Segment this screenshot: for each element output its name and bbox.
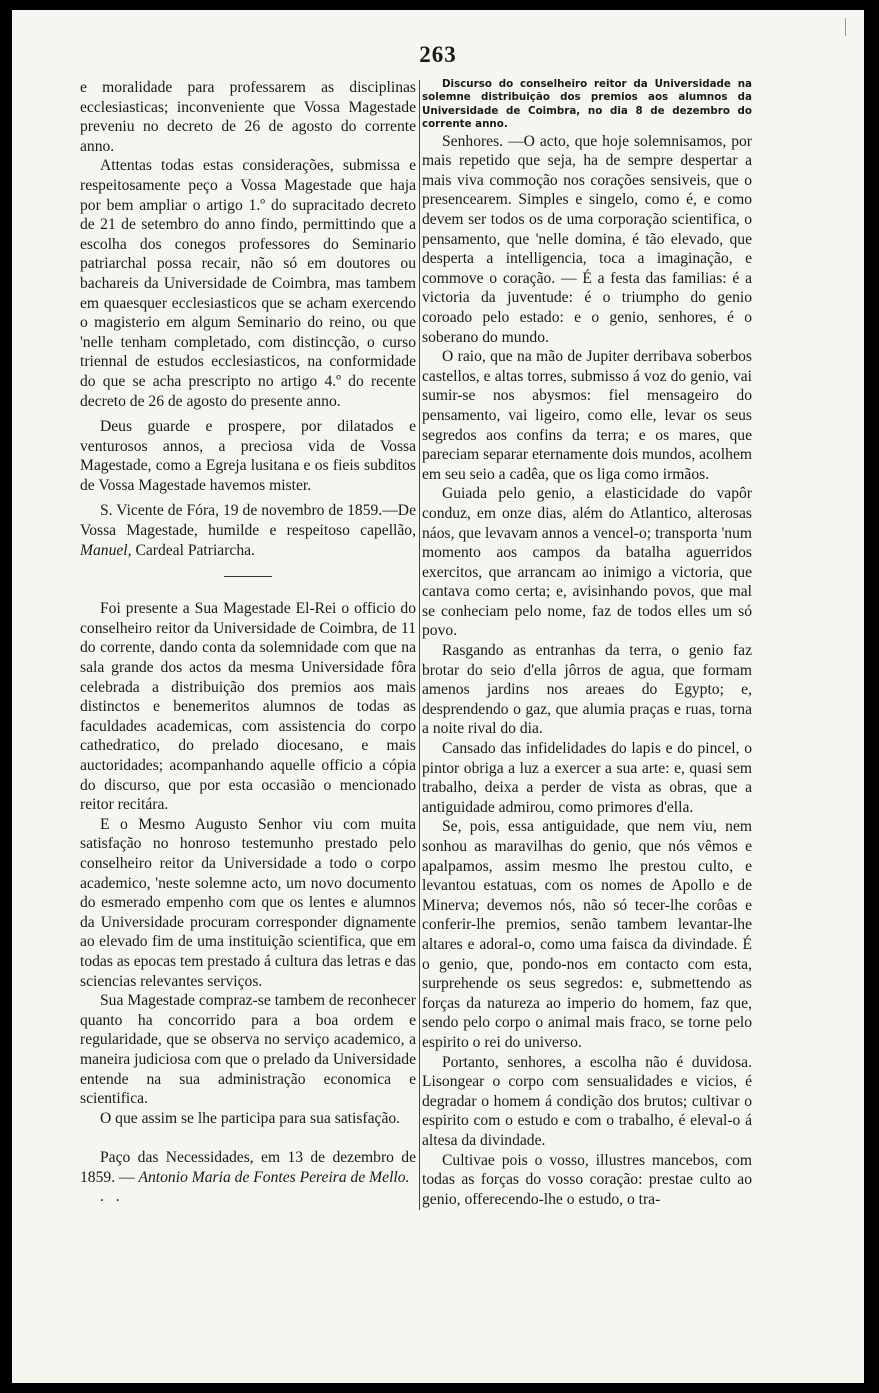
speech-paragraph: Portanto, senhores, a escolha não é duvidosa. Lisongear o corpo com sensualidades e vicios, é degradar o homem á condição dos brutos; cultivar o espirito com o estudo e com o trabalho, é eleval-o á altesa da divindade.: [422, 1053, 752, 1149]
page-number: 263: [419, 42, 457, 67]
portaria-paragraph: O que assim se lhe participa para sua satisfação.: [100, 1109, 401, 1127]
decree-paragraph: e moralidade para professarem as disciplinas ecclesiasticas; inconveniente que Vossa Magestade preveniu no decreto de 26 de agosto do corrente anno.: [80, 79, 416, 155]
ellipsis-mark: . .: [100, 1188, 124, 1206]
speech-heading: Discurso do conselheiro reitor da Universidade na solemne distribuição dos premios aos alumnos da Universidade de Coimbra, no dia 8 de dezembro do corrente anno.: [422, 78, 752, 131]
decree-paragraph: Deus guarde e prospere, por dilatados e venturosos annos, a preciosa vida de Vossa Magestade, como a Egreja lusitana e os fieis subditos de Vossa Magestade havemos mister.: [80, 418, 416, 494]
portaria-closing: [80, 1148, 416, 1187]
decree-paragraph: Attentas todas estas considerações, submissa e respeitosamente peço a Vossa Magestade que haja por bem ampliar o artigo 1.º do supracitado decreto de 21 de setembro do anno findo, permittindo que a escolha dos conegos professores do Seminario patriarchal possa recair, não só em doutores ou bachareis da Universidade de Coimbra, mas tambem em quaesquer ecclesiasticos que se acham exercendo o magisterio em algum Seminario do reino, ou que 'nelle tenham completado, com distincção, o curso triennal de estudos ecclesiasticos, na conformidade do que se acha prescripto no artigo 4.º do recente decreto de 26 de agosto do presente anno.: [80, 157, 416, 410]
right-column: [422, 78, 752, 1209]
signature-name: Manuel,: [80, 541, 132, 559]
closing-text: Paço das Necessidades, em 13 de dezembro de 1859. —: [80, 1149, 416, 1186]
left-column: [80, 78, 416, 1207]
speech-paragraph: Rasgando as entranhas da terra, o genio faz brotar do seio d'ella jôrros de agua, que formam amenos jardins nos areaes do Egypto; e, desprendendo o gaz, que alumia praças e ruas, torna a noite rival do dia.: [422, 642, 752, 738]
speech-paragraph: Se, pois, essa antiguidade, que nem viu, nem sonhou as maravilhas do genio, que nós vêmos e apalpamos, assim mesmo lhe prestou culto, e levantou estatuas, com os nomes de Apollo e de Minerva; devemos nós, não só tecer-lhe corôas e conferir-lhe premios, senão tambem levantar-lhe altares e adoral-o, como uma faisca da divindade. É o genio, que, pondo-nos em contacto com esta, surprehende os seus segredos: e, submettendo as forças da natureza ao imperio do homem, faz que, sendo pelo corpo o animal mais fraco, se torne pelo espirito o rei do universo.: [422, 818, 752, 1051]
speech-paragraph: Cultivae pois o vosso, illustres mancebos, com todas as forças do vosso coração: prestae culto ao genio, offerecendo-lhe o estudo, o tra-: [422, 1151, 752, 1208]
portaria-paragraph: Sua Magestade compraz-se tambem de reconhecer quanto ha concorrido para a boa ordem e regularidade, que se observa no serviço academico, a maneira judiciosa com que o prelado da Universidade entende na sua administração economica e scientifica.: [80, 992, 416, 1108]
page-edge-mark: [845, 18, 846, 36]
speech-paragraph: O raio, que na mão de Jupiter derribava soberbos castellos, e altas torres, submisso á voz do genio, vai sumir-se nos abysmos: fiel mensageiro do pensamento, vai ligeiro, como elle, levar os seus segredos aos confins da terra; e os mares, que pareciam separar eternamente dois mundos, acolhem em seu seio a cadêa, que os liga como irmãos.: [422, 348, 752, 483]
portaria-paragraph: Foi presente a Sua Magestade El-Rei o officio do conselheiro reitor da Universidade de Coimbra, de 11 do corrente, dando conta da solemnidade com que na sala grande dos actos da mesma Universidade fôra celebrada a distribuição dos premios aos mais distinctos e benemeritos alumnos de todas as faculdades academicas, com assistencia do corpo cathedratico, do prelado diocesano, e mais auctoridades; acompanhando aquelle officio a cópia do discurso, que por esta occasião o mencionado reitor recitára.: [80, 600, 416, 814]
closing-name: Antonio Maria de Fontes Pereira de Mello.: [138, 1168, 410, 1186]
portaria-paragraph: E o Mesmo Augusto Senhor viu com muita satisfação no honroso testemunho prestado pelo conselheiro reitor da Universidade a todo o corpo academico, 'neste solemne acto, um novo documento do esmerado empenho com que os lentes e alumnos da Universidade procuram corresponder dignamente ao elevado fim de uma instituição scientifica, que em todas as epocas tem prestado á cultura das letras e das sciencias relevantes serviços.: [80, 815, 417, 990]
column-rule: [419, 80, 420, 1210]
decree-signature: [80, 501, 416, 560]
signature-text: S. Vicente de Fóra, 19 de novembro de 1859.—De Vossa Magestade, humilde e respeitoso capellão,: [80, 502, 416, 540]
speech-paragraph: Cansado das infidelidades do lapis e do pincel, o pintor obriga a luz a exercer a sua arte: e, quasi sem trabalho, deixa a perder de vista as obras, que a antiguidade admirou, como primores d'ella.: [422, 740, 752, 816]
speech-paragraph: Guiada pelo genio, a elasticidade do vapôr conduz, em onze dias, além do Atlantico, alterosas náos, que levavam annos a vencel-o; transporta 'num momento aos campos da batalha aguerridos exercitos, que arrancam ao inimigo a victoria, que cantava como certa; e, avisinhando povos, que mal se conheciam pelo nome, faz de todos elles um só povo.: [422, 485, 752, 640]
signature-title: Cardeal Patriarcha.: [135, 541, 255, 559]
page: [12, 10, 864, 1383]
section-divider: [224, 576, 272, 577]
speech-paragraph: Senhores. —O acto, que hoje solemnisamos, por mais repetido que seja, ha de sempre despertar a mais viva commoção nos corações sensiveis, que o presencearem. Simples e singelo, como é, e como devem ser todos os de uma corporação scientifica, o pensamento, que 'nelle domina, é tão elevado, que desperta a intelligencia, toca a imaginação, e commove o coração. — É a festa das familias: é a victoria da juventude: é o triumpho do genio coroado pelo estado: e o genio, senhores, é o soberano do mundo.: [422, 132, 752, 346]
